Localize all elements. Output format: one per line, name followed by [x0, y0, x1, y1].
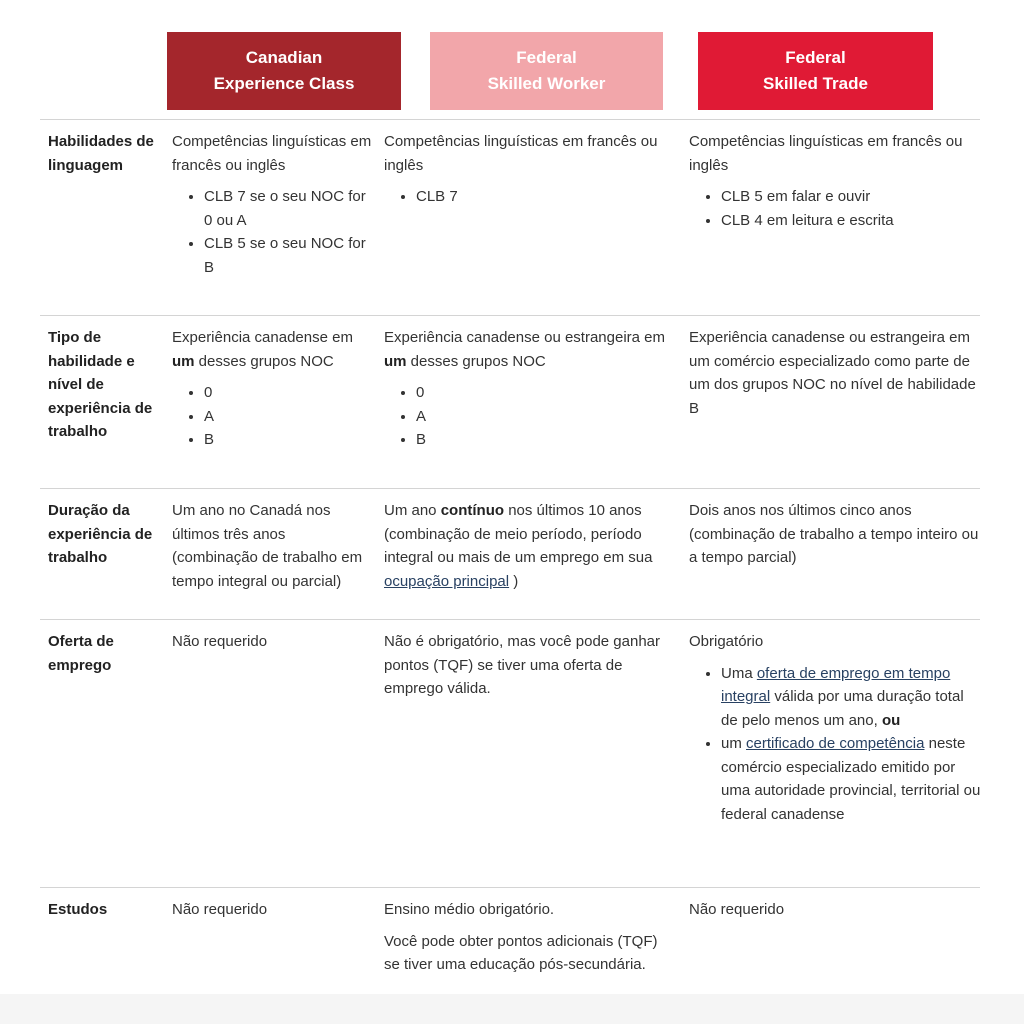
cell-fst — [689, 499, 981, 570]
cell-cec — [172, 630, 372, 654]
cell-cec — [172, 898, 372, 922]
page-bottom-strip — [0, 994, 1024, 1024]
list-item: • CLB 5 em falar e ouvir — [721, 185, 981, 209]
bullet-list — [172, 381, 372, 452]
list-item: • A — [204, 405, 372, 429]
cell-text: Competências linguísticas em francês ou inglês — [172, 133, 372, 174]
cell-text: Você pode obter pontos adicionais (TQF) se tiver uma educação pós-secundária. — [384, 932, 658, 973]
list-item: • Uma oferta de emprego em tempo integral válida por uma duração total de pelo menos um ano, ou — [721, 662, 981, 733]
row-skill-type — [40, 315, 980, 489]
list-item: • 0 — [204, 381, 372, 405]
bullet-list — [172, 185, 372, 279]
cell-fst — [689, 130, 981, 232]
row-job-offer — [40, 619, 980, 888]
emphasis: um — [172, 352, 195, 370]
cell-fsw — [384, 130, 674, 209]
emphasis: contínuo — [440, 502, 505, 519]
list-item: • CLB 7 se o seu NOC for 0 ou A — [204, 185, 372, 232]
cell-fst — [689, 898, 981, 922]
cell-text: Experiência canadense ou estrangeira em um comércio especializado como parte de um dos grupos NOC no nível de habilidade B — [689, 329, 976, 417]
emphasis: ou — [881, 711, 901, 729]
list-item: • B — [204, 428, 372, 452]
bullet-list — [384, 381, 674, 452]
cell-text: Não requerido — [172, 633, 268, 650]
list-item: • um certificado de competência neste comércio especializado emitido por uma autoridade provincial, territorial ou federal canadense — [721, 732, 981, 826]
cell-text: Experiência canadense em um desses grupos NOC — [172, 329, 353, 370]
row-label: Oferta de emprego — [48, 633, 114, 674]
bullet-list — [689, 662, 981, 827]
row-label: Tipo de habilidade e nível de experiência de trabalho — [48, 329, 153, 440]
cell-text: Dois anos nos últimos cinco anos (combinação de trabalho a tempo inteiro ou a tempo parcial) — [689, 502, 979, 566]
cell-text: Não requerido — [689, 901, 785, 918]
cell-text: Competências linguísticas em francês ou inglês — [384, 133, 658, 174]
cell-text: Ensino médio obrigatório. — [384, 901, 555, 918]
header-federal-skilled-worker: Federal Skilled Worker — [430, 32, 663, 110]
row-experience-duration — [40, 488, 980, 620]
cell-text: Competências linguísticas em francês ou inglês — [689, 133, 963, 174]
cell-text: Não é obrigatório, mas você pode ganhar pontos (TQF) se tiver uma oferta de emprego válida. — [384, 633, 661, 697]
row-language-skills — [40, 119, 980, 316]
cell-text: Um ano contínuo nos últimos 10 anos (combinação de meio período, período integral ou mais de um emprego em sua ocupação principal ) — [384, 502, 653, 590]
header-federal-skilled-trade: Federal Skilled Trade — [698, 32, 933, 110]
header-canadian-experience-class: Canadian Experience Class — [167, 32, 401, 110]
list-item: • CLB 5 se o seu NOC for B — [204, 232, 372, 279]
row-label: Habilidades de linguagem — [48, 133, 154, 174]
cell-text: Obrigatório — [689, 633, 764, 650]
cell-fsw — [384, 898, 674, 977]
cell-fst — [689, 326, 981, 420]
row-label: Duração da experiência de trabalho — [48, 502, 153, 566]
cell-fsw — [384, 326, 674, 452]
link-certificate-of-qualification[interactable]: certificado de competência — [746, 735, 925, 752]
list-item: • 0 — [416, 381, 674, 405]
cell-cec — [172, 130, 372, 279]
cell-cec — [172, 499, 372, 593]
cell-cec — [172, 326, 372, 452]
cell-fsw — [384, 630, 674, 701]
cell-fst — [689, 630, 981, 826]
list-item: • CLB 7 — [416, 185, 674, 209]
list-item: • CLB 4 em leitura e escrita — [721, 209, 981, 233]
link-main-occupation[interactable]: ocupação principal — [384, 572, 510, 590]
link-full-time-job-offer[interactable]: oferta de emprego em tempo integral — [721, 664, 951, 705]
bullet-list — [689, 185, 981, 232]
cell-text: Um ano no Canadá nos últimos três anos (combinação de trabalho em tempo integral ou parcial) — [172, 502, 363, 590]
emphasis: um — [384, 352, 407, 370]
list-item: • B — [416, 428, 674, 452]
row-education — [40, 887, 980, 995]
bullet-list — [384, 185, 674, 209]
list-item: • A — [416, 405, 674, 429]
cell-text: Não requerido — [172, 901, 268, 918]
cell-fsw — [384, 499, 674, 593]
row-label: Estudos — [48, 901, 108, 918]
cell-text: Experiência canadense ou estrangeira em um desses grupos NOC — [384, 329, 666, 370]
